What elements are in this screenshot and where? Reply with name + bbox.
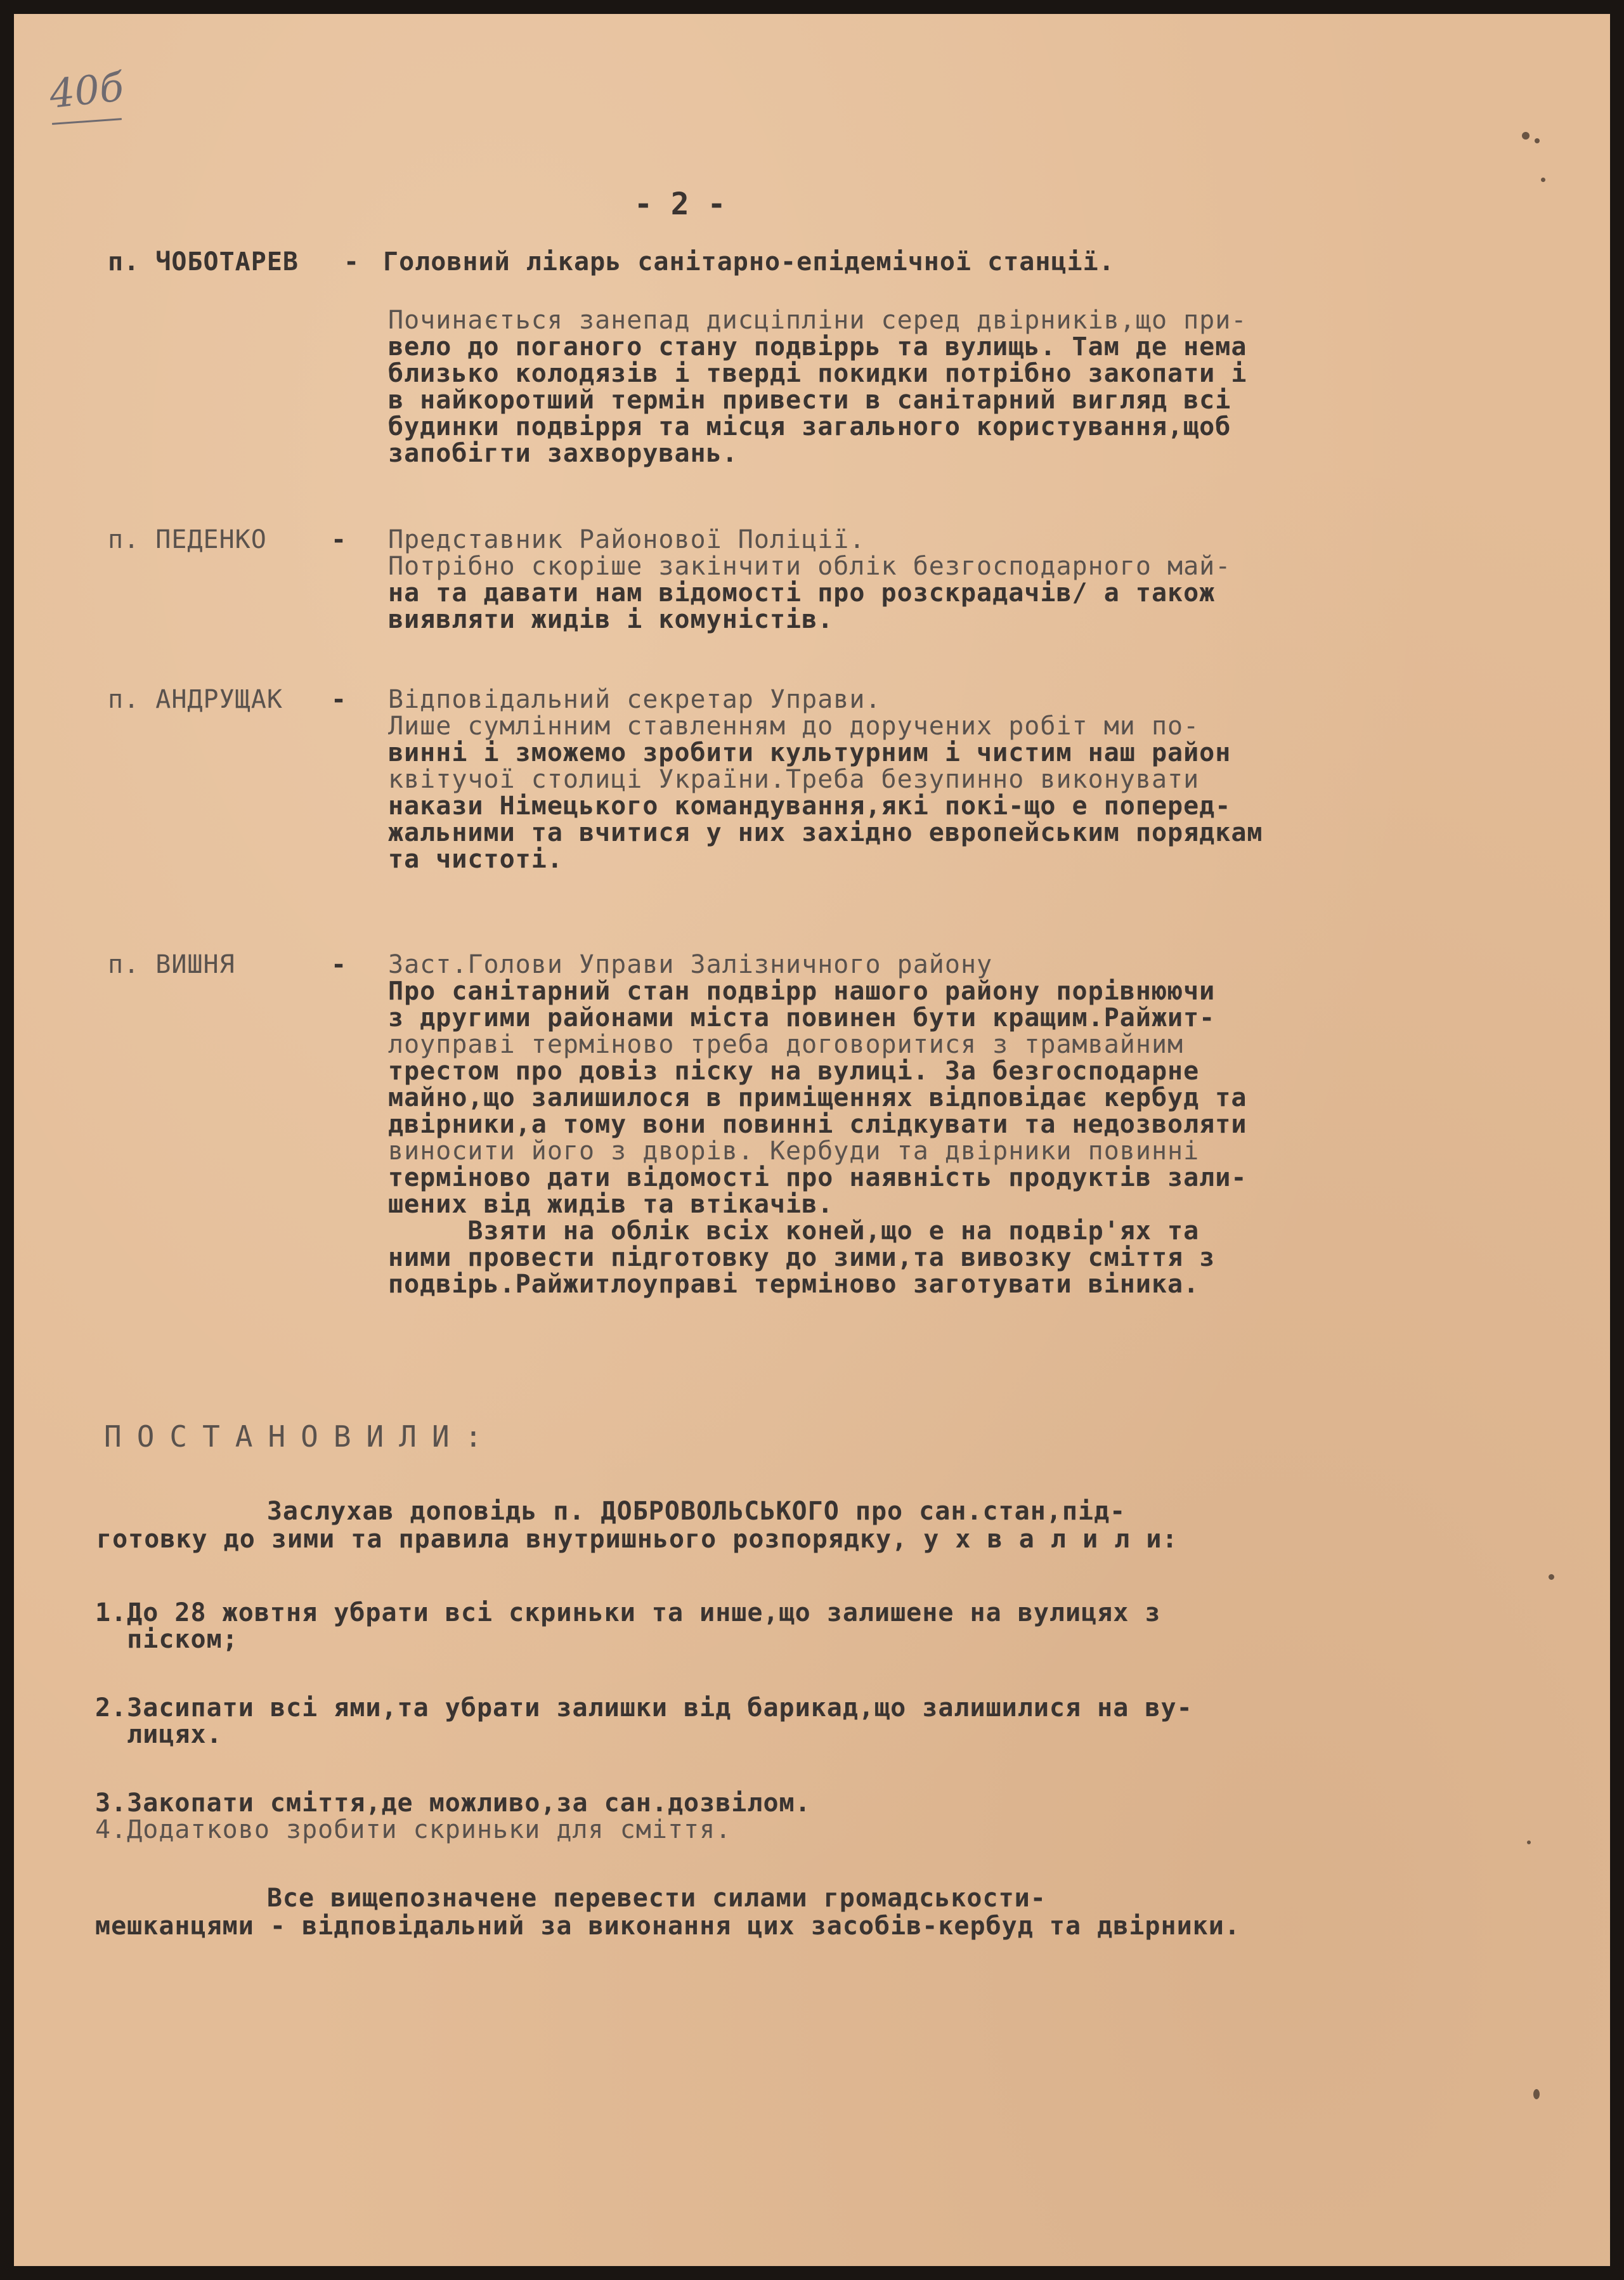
archive-page-number: 40б bbox=[47, 63, 126, 117]
speech-line: жальними та вчитися у них західно европейським порядкам bbox=[388, 818, 1263, 847]
speech-line: лоуправі терміново треба договоритися з трамвайним bbox=[388, 1030, 1184, 1059]
closing-line: Все вищепозначене перевести силами громадськости- bbox=[108, 1884, 1046, 1913]
resolution-item: 4.Додатково зробити скриньки для сміття. bbox=[95, 1815, 732, 1844]
speaker-name: п. ЧОБОТАРЕВ bbox=[108, 247, 299, 277]
speech-line: трестом про довіз піску на вулиці. За безгосподарне bbox=[388, 1057, 1200, 1086]
speaker-name: п. ПЕДЕНКО bbox=[108, 525, 267, 554]
speaker-name: п. АНДРУЩАК bbox=[108, 685, 283, 714]
speaker-dash: - bbox=[331, 525, 348, 554]
speech-line: подвірь.Райжитлоуправі терміново заготувати віника. bbox=[388, 1270, 1200, 1299]
speech-line: з другими районами міста повинен бути кращим.Райжит- bbox=[388, 1003, 1216, 1033]
speech-line: Лише сумлінним ставленням до доручених робіт ми по- bbox=[388, 712, 1200, 741]
speech-line: майно,що залишилося в приміщеннях відповідає кербуд та bbox=[388, 1083, 1247, 1112]
speech-line: на та давати нам відомості про розскрадачів/ а також bbox=[388, 578, 1216, 608]
resolution-item: лицях. bbox=[95, 1720, 223, 1749]
speech-line: ними провести підготовку до зими,та вивозку сміття з bbox=[388, 1243, 1216, 1272]
speech-line: шених від жидів та втікачів. bbox=[388, 1190, 834, 1219]
resolution-item: 2.Засипати всі ями,та убрати залишки від барикад,що залишилися на ву- bbox=[95, 1693, 1193, 1723]
speech-line: двірники,а тому вони повинні слідкувати та недозволяти bbox=[388, 1110, 1247, 1139]
speech-line: Потрібно скоріше закінчити облік безгосподарного май- bbox=[388, 552, 1231, 581]
closing-line: мешканцями - відповідальний за виконання цих засобів-кербуд та двірники. bbox=[95, 1912, 1240, 1941]
speech-line: вело до поганого стану подвіррь та вулищь. Там де нема bbox=[388, 332, 1247, 362]
speaker-role: Відповідальний секретар Управи. bbox=[388, 685, 881, 714]
speech-line: будинки подвірря та місця загального користування,щоб bbox=[388, 412, 1231, 441]
speaker-role: Представник Районової Поліції. bbox=[388, 525, 866, 554]
speech-line: терміново дати відомості про наявність продуктів зали- bbox=[388, 1163, 1247, 1192]
resolution-item: піском; bbox=[95, 1625, 238, 1654]
speech-line: в найкоротший термін привести в санітарний вигляд всі bbox=[388, 386, 1231, 415]
speaker-role: Головний лікарь санітарно-епідемічної станції. bbox=[383, 247, 1115, 277]
speech-line: запобігти захворувань. bbox=[388, 439, 738, 468]
speech-line: виявляти жидів і комуністів. bbox=[388, 605, 834, 634]
speech-line: Про санітарний стан подвірр нашого району порівнюючи bbox=[388, 977, 1216, 1006]
page-number: - 2 - bbox=[634, 186, 726, 222]
speech-line: близько колодязів і тверді покидки потрібно закопати і bbox=[388, 359, 1247, 388]
speaker-role: Заст.Голови Управи Залізничного району bbox=[388, 950, 993, 979]
paper-spot bbox=[1527, 1840, 1531, 1844]
speech-line: винні і зможемо зробити культурним і чистим наш район bbox=[388, 738, 1231, 767]
resolution-intro-line: Заслухав доповідь п. ДОБРОВОЛЬСЬКОГО про сан.стан,під- bbox=[108, 1497, 1126, 1526]
document-page bbox=[14, 14, 1610, 2266]
speech-line: виносити його з дворів. Кербуди та двірники повинні bbox=[388, 1137, 1200, 1166]
speech-line: Починається занепад дисціпліни серед двірників,що при- bbox=[388, 306, 1247, 335]
paper-spot bbox=[1522, 132, 1530, 140]
speech-line: та чистоті. bbox=[388, 845, 563, 874]
speaker-name: п. ВИШНЯ bbox=[108, 950, 235, 979]
paper-spot bbox=[1535, 138, 1540, 143]
resolution-intro-line: готовку до зими та правила внутришнього розпорядку, у х в а л и л и: bbox=[96, 1525, 1178, 1554]
speaker-dash: - bbox=[344, 247, 360, 277]
resolution-item: 1.До 28 жовтня убрати всі скриньки та инше,що залишене на вулицях з bbox=[95, 1598, 1161, 1627]
speaker-dash: - bbox=[331, 950, 348, 979]
archive-number-underline bbox=[52, 118, 122, 125]
speech-line: квітучої столиці України.Треба безупинно виконувати bbox=[388, 765, 1200, 794]
speaker-dash: - bbox=[331, 685, 348, 714]
speech-line: накази Німецького командування,які покі-що е поперед- bbox=[388, 791, 1231, 821]
resolution-item: 3.Закопати сміття,де можливо,за сан.дозвілом. bbox=[95, 1788, 811, 1818]
speech-line: Взяти на облік всіх коней,що е на подвір'ях та bbox=[388, 1216, 1200, 1246]
resolved-heading: ПОСТАНОВИЛИ: bbox=[104, 1419, 498, 1454]
paper-spot bbox=[1533, 2089, 1540, 2099]
paper-spot bbox=[1549, 1574, 1554, 1580]
paper-spot bbox=[1541, 178, 1545, 182]
